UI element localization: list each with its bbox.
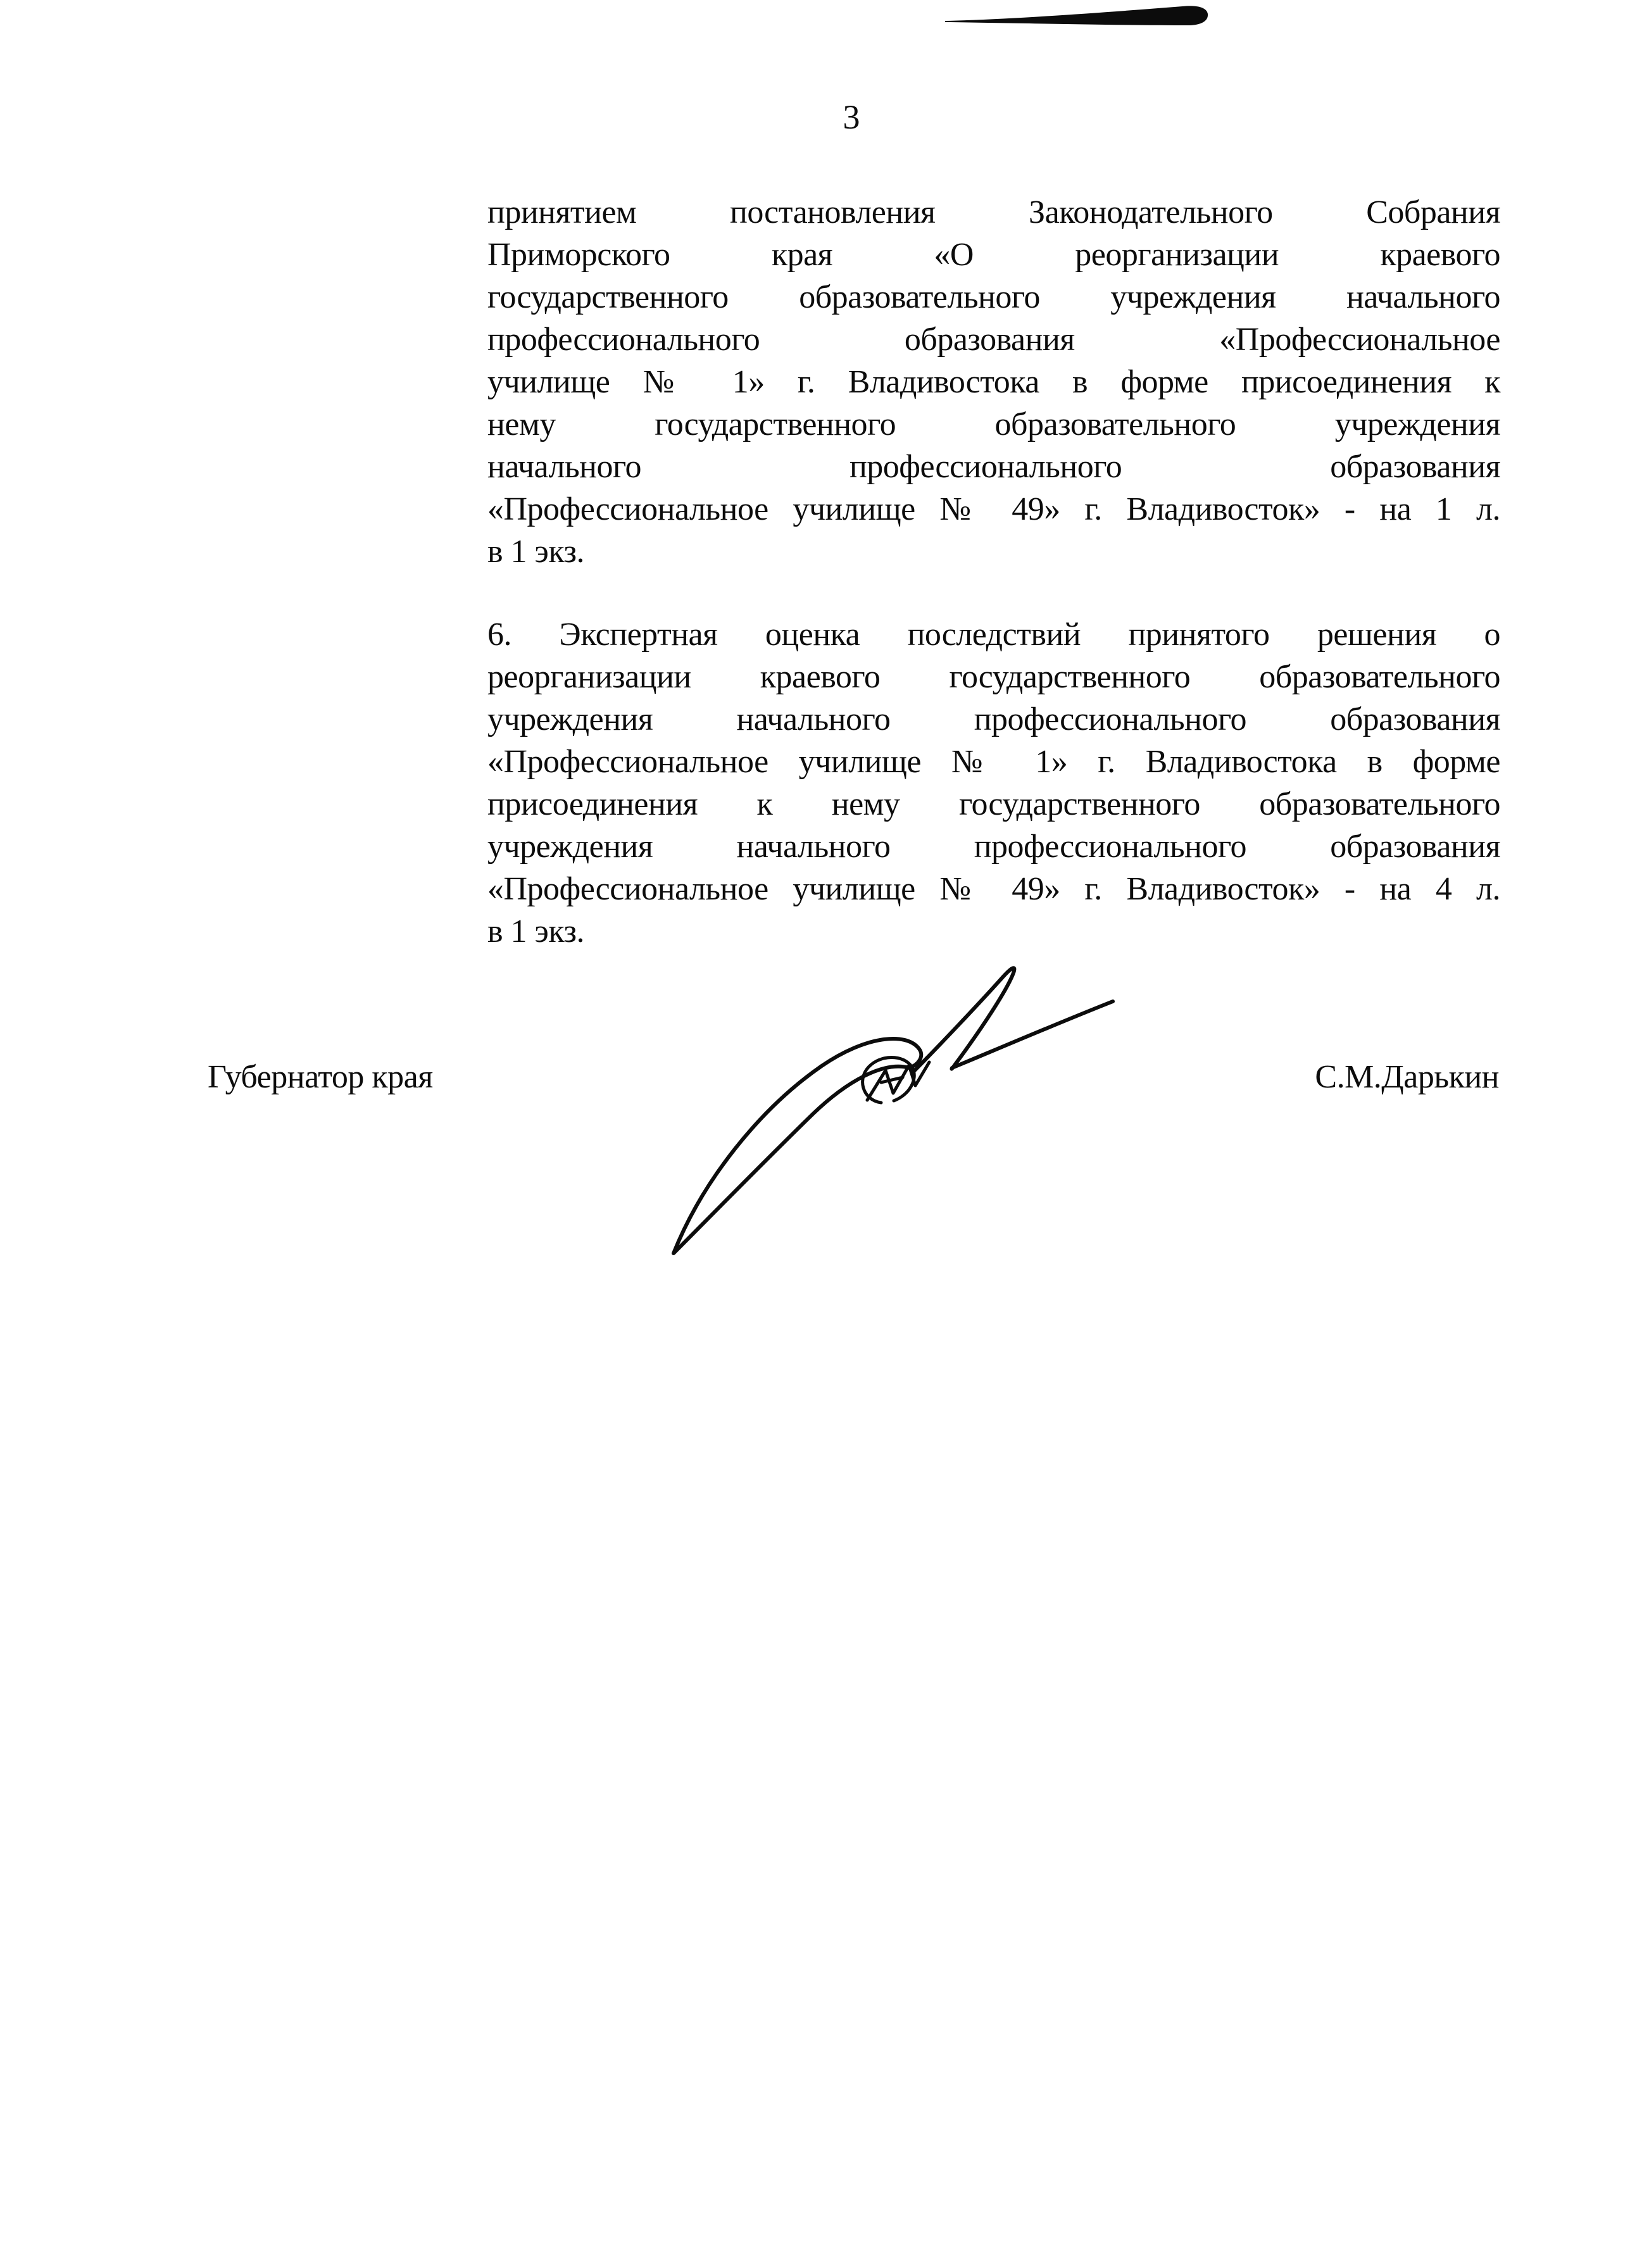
signature-icon [658, 912, 1152, 1266]
text-line: профессионального образования «Профессиональное [487, 322, 1500, 358]
text-line: государственного образовательного учреждения начального [487, 279, 1500, 315]
text-line: в 1 экз. [487, 913, 584, 949]
text-line: «Профессиональное училище № 49» г. Владивосток» - на 4 л. [487, 871, 1500, 907]
signatory-name: С.М.Дарькин [1315, 1059, 1499, 1095]
text-line: училище № 1» г. Владивостока в форме присоединения к [487, 364, 1500, 400]
text-line: «Профессиональное училище № 49» г. Владивосток» - на 1 л. [487, 491, 1500, 527]
text-line: реорганизации краевого государственного образовательного [487, 659, 1500, 695]
page-number: 3 [843, 98, 860, 136]
text-line: присоединения к нему государственного образовательного [487, 786, 1500, 822]
text-line: в 1 экз. [487, 534, 584, 570]
paragraph-item-6 [487, 613, 1500, 953]
text-line: начального профессионального образования [487, 449, 1500, 485]
document-body [487, 191, 1500, 953]
text-line: 6. Экспертная оценка последствий принятого решения о [487, 617, 1500, 653]
text-line: «Профессиональное училище № 1» г. Владивостока в форме [487, 744, 1500, 780]
text-line: учреждения начального профессионального образования [487, 829, 1500, 865]
text-line: учреждения начального профессионального образования [487, 701, 1500, 737]
text-line: Приморского края «О реорганизации краевого [487, 237, 1500, 273]
text-line: принятием постановления Законодательного Собрания [487, 194, 1500, 230]
paragraph-continuation [487, 191, 1500, 573]
scanner-streak-artifact [936, 1, 1220, 33]
text-line: нему государственного образовательного учреждения [487, 406, 1500, 442]
signatory-title: Губернатор края [208, 1059, 433, 1095]
